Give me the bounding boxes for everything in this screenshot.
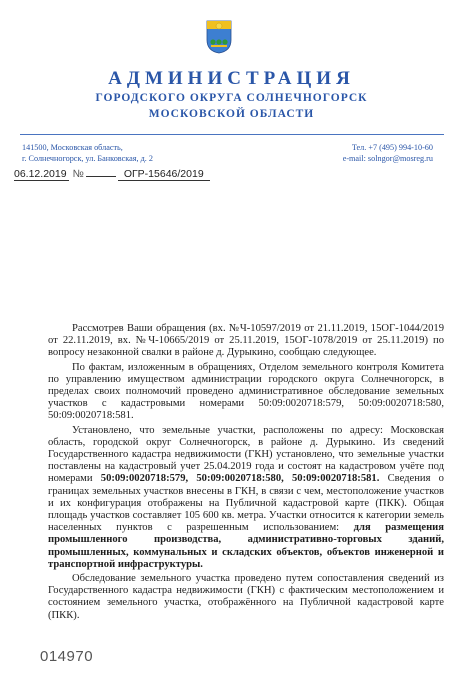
paragraph-3 [48,425,444,571]
paragraph-2: По фактам, изложенным в обращениях, Отделом земельного контроля Комитета по управлению имуществом администрации городского округа Солнечногорск, в пределах своих полномочий проведено административное обследование земельных участков с кадастровыми номерами 50:09:0020718:579, 50:09:0020718:580, 50:09:0020718:581. [48,361,444,422]
address-line-2: г. Солнечногорск, ул. Банковская, д. 2 [22,154,153,163]
email-address: e-mail: solngor@mosreg.ru [342,154,433,163]
paragraph-1: Рассмотрев Ваши обращения (вх. №Ч-10597/2019 от 21.11.2019, 15ОГ-1044/2019 от 22.11.2019, вх. №Ч-10665/2019 от 25.11.2019, 15ОГ-1078/2019 от 25.11.2019) по вопросу незаконной свалки в районе д. Дурыкино, сообщаю следующее. [48,323,444,359]
registration-line [14,168,210,181]
phone-number: Тел. +7 (495) 994-10-60 [351,143,433,152]
header-divider-top [20,134,444,135]
letter-body [48,323,444,624]
contact-block [343,142,433,164]
registration-no-label: № [72,168,84,180]
header-title: АДМИНИСТРАЦИЯ [108,68,355,89]
cadastral-numbers-bold: 50:09:0020718:579, 50:09:0020718:580, 50:09:0020718:581. [100,473,380,485]
header-subtitle-1: ГОРОДСКОГО ОКРУГА СОЛНЕЧНОГОРСК [95,92,368,104]
registration-blank [86,176,116,177]
document-stamp-number: 014970 [40,648,94,665]
registration-number: ОГР-15646/2019 [118,168,210,181]
address-block [22,142,153,164]
header-subtitle-2: МОСКОВСКОЙ ОБЛАСТИ [148,108,315,120]
permitted-use-bold: для размещения промышленного производства, административно-торговых зданий, промышленных, коммунальных и складских объектов, объектов инженерной и транспортной инфраструктуры. [48,522,445,570]
registration-date: 06.12.2019 [14,168,67,180]
address-line-1: 141500, Московская область, [22,143,123,152]
paragraph-4: Обследование земельного участка проведено путем сопоставления сведений из Государственного кадастра недвижимости (ГКН) с фактическим местоположением и состоянием земельного участка, отображённого на Публичной кадастровой карте (ПКК). [48,573,444,621]
paragraph-3-part-a: Установлено, что земельные участки, расположены по адресу: Московская область, городской округ Солнечногорск, в районе д. Дурыкино. Из сведений Государственного кадастра недвижимости (ГКН) установлено, что земельные участки поставлены на кадастровый учет 25.04.2019 года и состоят на кадастровом учёте под номерами [48,424,444,485]
paragraph-3-part-c: Сведения о границах земельных участков внесены в ГКН, в связи с чем, местоположение участков и их конфигурация отображены на Публичной кадастровой карте (ПКК). Общая площадь участков составляет 105 600 кв. метра. Участки относится к категории земель населенных пунктов с разрешенным использованием: [48,473,444,534]
coat-of-arms-icon [206,20,232,54]
